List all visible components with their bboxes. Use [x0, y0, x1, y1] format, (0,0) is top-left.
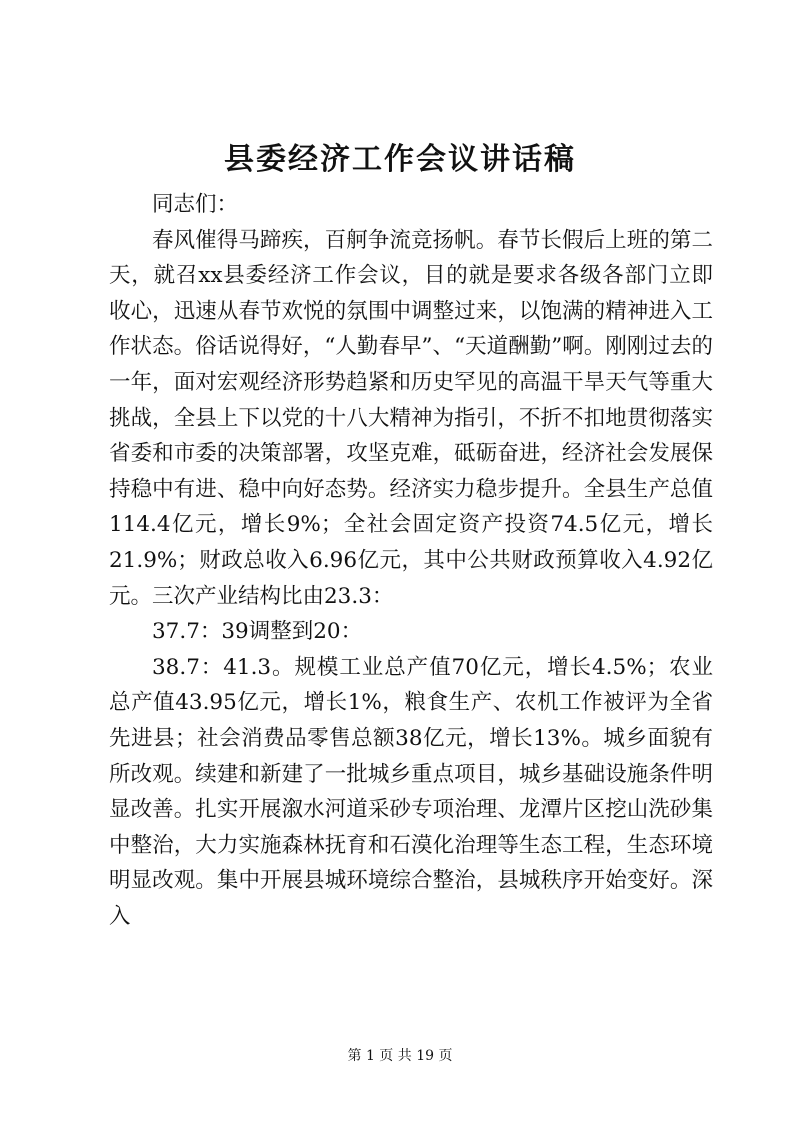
paragraph: 38.7：41.3。规模工业总产值70亿元，增长4.5%；农业总产值43.95亿元，增长1%，粮食生产、农机工作被评为全省先进县；社会消费品零售总额38亿元，增长13%。城乡面貌有所改观。续建和新建了一批城乡重点项目，城乡基础设施条件明显改善。扎实开展溆水河道采砂专项治理、龙潭片区挖山洗砂集中整治，大力实施森林抚育和石漠化治理等生态工程，生态环境明显改观。集中开展县城环境综合整治，县城秩序开始变好。深入: [109, 654, 713, 929]
paragraph-greeting: 同志们：: [152, 192, 239, 217]
document-title: 县委经济工作会议讲话稿: [224, 142, 576, 177]
paragraph: 春风催得马蹄疾，百舸争流竞扬帆。春节长假后上班的第二天，就召xx县委经济工作会议，目的就是要求各级各部门立即收心，迅速从春节欢悦的氛围中调整过来，以饱满的精神进入工作状态。俗话说得好，“人勤春早”、“天道酬勤”啊。刚刚过去的一年，面对宏观经济形势趋紧和历史罕见的高温干旱天气等重大挑战，全县上下以党的十八大精神为指引，不折不扣地贯彻落实省委和市委的决策部署，攻坚克难，砥砺奋进，经济社会发展保持稳中有进、稳中向好态势。经济实力稳步提升。全县生产总值114.4亿元，增长9%；全社会固定资产投资74.5亿元，增长21.9%；财政总收入6.96亿元，其中公共财政预算收入4.92亿元。三次产业结构比由23.3：: [109, 227, 713, 609]
paragraph: 37.7：39调整到20：: [152, 619, 363, 645]
document-body: [109, 187, 713, 934]
page-footer: 第 1 页 共 19 页: [347, 1048, 453, 1064]
